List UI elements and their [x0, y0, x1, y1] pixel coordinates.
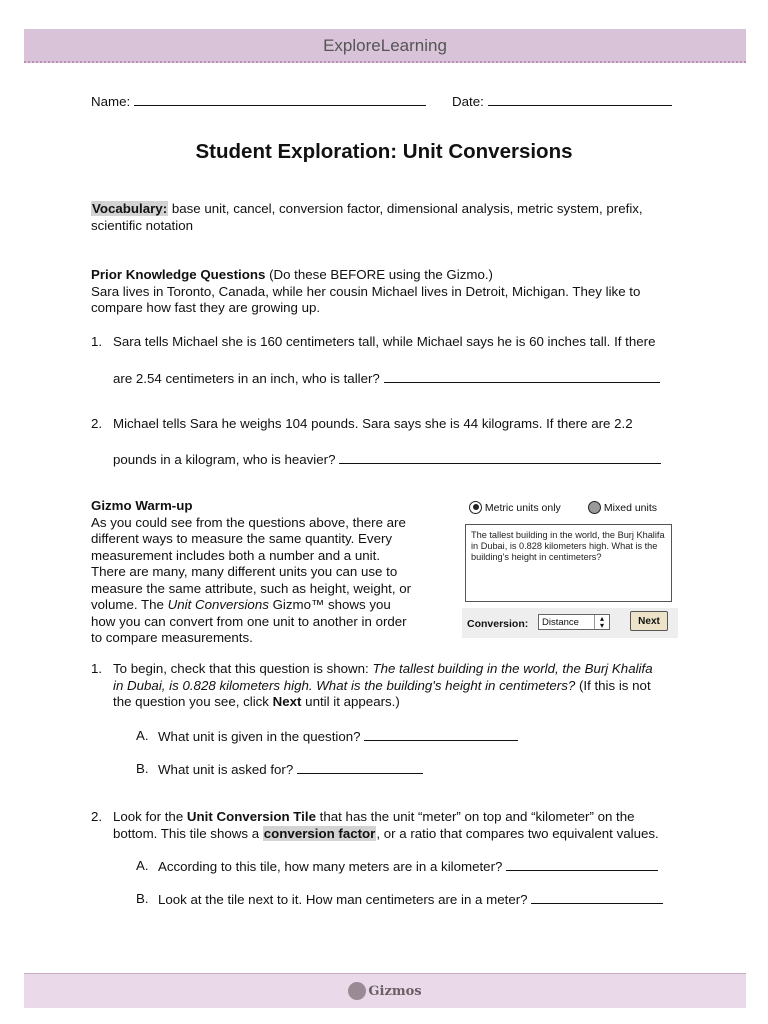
- prior-q2-number: 2.: [91, 416, 103, 431]
- conversion-select[interactable]: [538, 614, 610, 630]
- prior-q1-line2: are 2.54 centimeters in an inch, who is taller?: [113, 371, 380, 386]
- vocabulary-label: Vocabulary:: [92, 201, 168, 216]
- warmup-line8: to compare measurements.: [91, 630, 253, 645]
- date-field[interactable]: [452, 93, 672, 111]
- activity-q2-tile: Unit Conversion Tile: [186, 809, 316, 824]
- warmup-line2: different ways to measure the same quantity. Every: [91, 531, 393, 546]
- prior-q2-line2-row: [113, 451, 661, 469]
- prior-q1-line1: Sara tells Michael she is 160 centimeters tall, while Michael says he is 60 inches tall. If there: [113, 334, 656, 349]
- warmup-line4: There are many, many different units you can use to: [91, 564, 398, 579]
- prior-q2-answer-blank[interactable]: [339, 451, 661, 464]
- radio-unselected-icon[interactable]: [588, 501, 601, 514]
- brand-logo: ExploreLearning: [323, 36, 447, 55]
- activity-q2B-text: Look at the tile next to it. How man centimeters are in a meter?: [158, 892, 528, 907]
- activity-q1-text: [113, 661, 693, 711]
- gizmo-name: Unit Conversions: [167, 597, 269, 612]
- activity-q2-f: , or a ratio that compares two equivalent values.: [376, 825, 659, 841]
- gizmos-logo-icon: [348, 982, 366, 1000]
- activity-q1A-label: A.: [136, 728, 149, 743]
- name-label: Name:: [91, 94, 131, 109]
- date-blank[interactable]: [488, 93, 672, 106]
- activity-q2-a: Look for the: [113, 809, 187, 824]
- activity-q2B-label: B.: [136, 891, 149, 906]
- warmup-line1: As you could see from the questions above, there are: [91, 514, 406, 530]
- gizmo-screenshot: [462, 496, 678, 644]
- activity-q1-e: the question you see, click: [113, 694, 273, 709]
- warmup-line5: measure the same attribute, such as height, weight, or: [91, 580, 412, 596]
- activity-q2-text: [113, 809, 693, 842]
- prior-q2-line1: Michael tells Sara he weighs 104 pounds. Sara says she is 44 kilograms. If there are 2.2: [113, 416, 633, 431]
- warmup-block: [91, 498, 436, 647]
- warmup-line7: how you can convert from one unit to another in order: [91, 613, 407, 629]
- prior-intro-2: compare how fast they are growing up.: [91, 300, 321, 315]
- footer-brand: Gizmos: [368, 984, 422, 999]
- activity-q1-d: (If this is not: [575, 677, 651, 693]
- activity-q1A-blank[interactable]: [364, 728, 518, 741]
- prior-q1-number: 1.: [91, 334, 103, 349]
- prior-knowledge-block: [91, 267, 691, 317]
- activity-q1-number: 1.: [91, 661, 103, 676]
- warmup-line6: [91, 597, 436, 614]
- activity-q1A-text: What unit is given in the question?: [158, 729, 361, 744]
- warmup-line3: measurement includes both a number and a unit.: [91, 547, 381, 563]
- prior-heading: Prior Knowledge Questions: [91, 267, 266, 282]
- activity-q2A-text: According to this tile, how many meters are in a kilometer?: [158, 859, 503, 874]
- prior-heading-note: (Do these BEFORE using the Gizmo.): [269, 267, 493, 282]
- radio-selected-icon[interactable]: [469, 501, 482, 514]
- activity-q1B-label: B.: [136, 761, 149, 776]
- radio-metric-option[interactable]: [469, 500, 561, 517]
- radio-metric-label: Metric units only: [484, 502, 561, 514]
- activity-q1B-blank[interactable]: [297, 761, 423, 774]
- activity-q1-a: To begin, check that this question is shown:: [113, 661, 373, 676]
- activity-q1-g: until it appears.): [301, 694, 400, 709]
- gizmo-question-box: The tallest building in the world, the Burj Khalifa in Dubai, is 0.828 kilometers high. What is the building's height in centimeters?: [465, 524, 672, 602]
- warmup-heading: Gizmo Warm-up: [91, 498, 193, 513]
- activity-q2-term: conversion factor: [263, 825, 376, 841]
- select-arrows-icon: ▴ ▾: [594, 615, 609, 629]
- activity-q1-c: in Dubai, is 0.828 kilometers high. What is the building's height in centimeters?: [113, 677, 576, 693]
- activity-q2-number: 2.: [91, 809, 103, 824]
- warmup-line6-c: Gizmo™ shows you: [268, 597, 391, 612]
- vocabulary-terms: base unit, cancel, conversion factor, dimensional analysis, metric system, prefix,: [171, 201, 643, 216]
- prior-q1-answer-blank[interactable]: [384, 370, 660, 383]
- activity-q2-c: that has the unit “meter” on top and “kilometer” on the: [315, 809, 635, 824]
- next-button[interactable]: Next: [630, 611, 668, 631]
- activity-q1-next: Next: [272, 694, 302, 709]
- date-label: Date:: [452, 94, 484, 109]
- conversion-label: Conversion:: [467, 618, 529, 630]
- activity-q2A-blank[interactable]: [506, 858, 658, 871]
- prior-q1-line2-row: [113, 370, 660, 388]
- page-title: Student Exploration: Unit Conversions: [195, 140, 573, 163]
- activity-q2B-row: [158, 891, 663, 909]
- prior-intro-1: Sara lives in Toronto, Canada, while her cousin Michael lives in Detroit, Michigan. They like to: [91, 283, 641, 299]
- activity-q1B-text: What unit is asked for?: [158, 762, 294, 777]
- vocabulary-block: [91, 201, 691, 234]
- radio-mixed-label: Mixed units: [603, 502, 658, 514]
- warmup-line6-a: volume. The: [91, 597, 168, 612]
- radio-mixed-option[interactable]: [588, 500, 657, 517]
- activity-q2-d: bottom. This tile shows a: [113, 825, 263, 841]
- activity-q2A-row: [158, 858, 658, 876]
- footer-banner: [24, 973, 746, 1008]
- activity-q1B-row: [158, 761, 423, 779]
- vocabulary-terms-cont: scientific notation: [91, 217, 193, 233]
- activity-q2B-blank[interactable]: [531, 891, 663, 904]
- header-banner: [24, 29, 746, 63]
- activity-q1A-row: [158, 728, 518, 746]
- activity-q2A-label: A.: [136, 858, 149, 873]
- activity-q1-b: The tallest building in the world, the Burj Khalifa: [372, 661, 653, 676]
- conversion-select-value: Distance: [542, 617, 579, 628]
- name-field[interactable]: [91, 93, 426, 111]
- prior-q2-line2: pounds in a kilogram, who is heavier?: [113, 452, 336, 467]
- name-blank[interactable]: [134, 93, 426, 106]
